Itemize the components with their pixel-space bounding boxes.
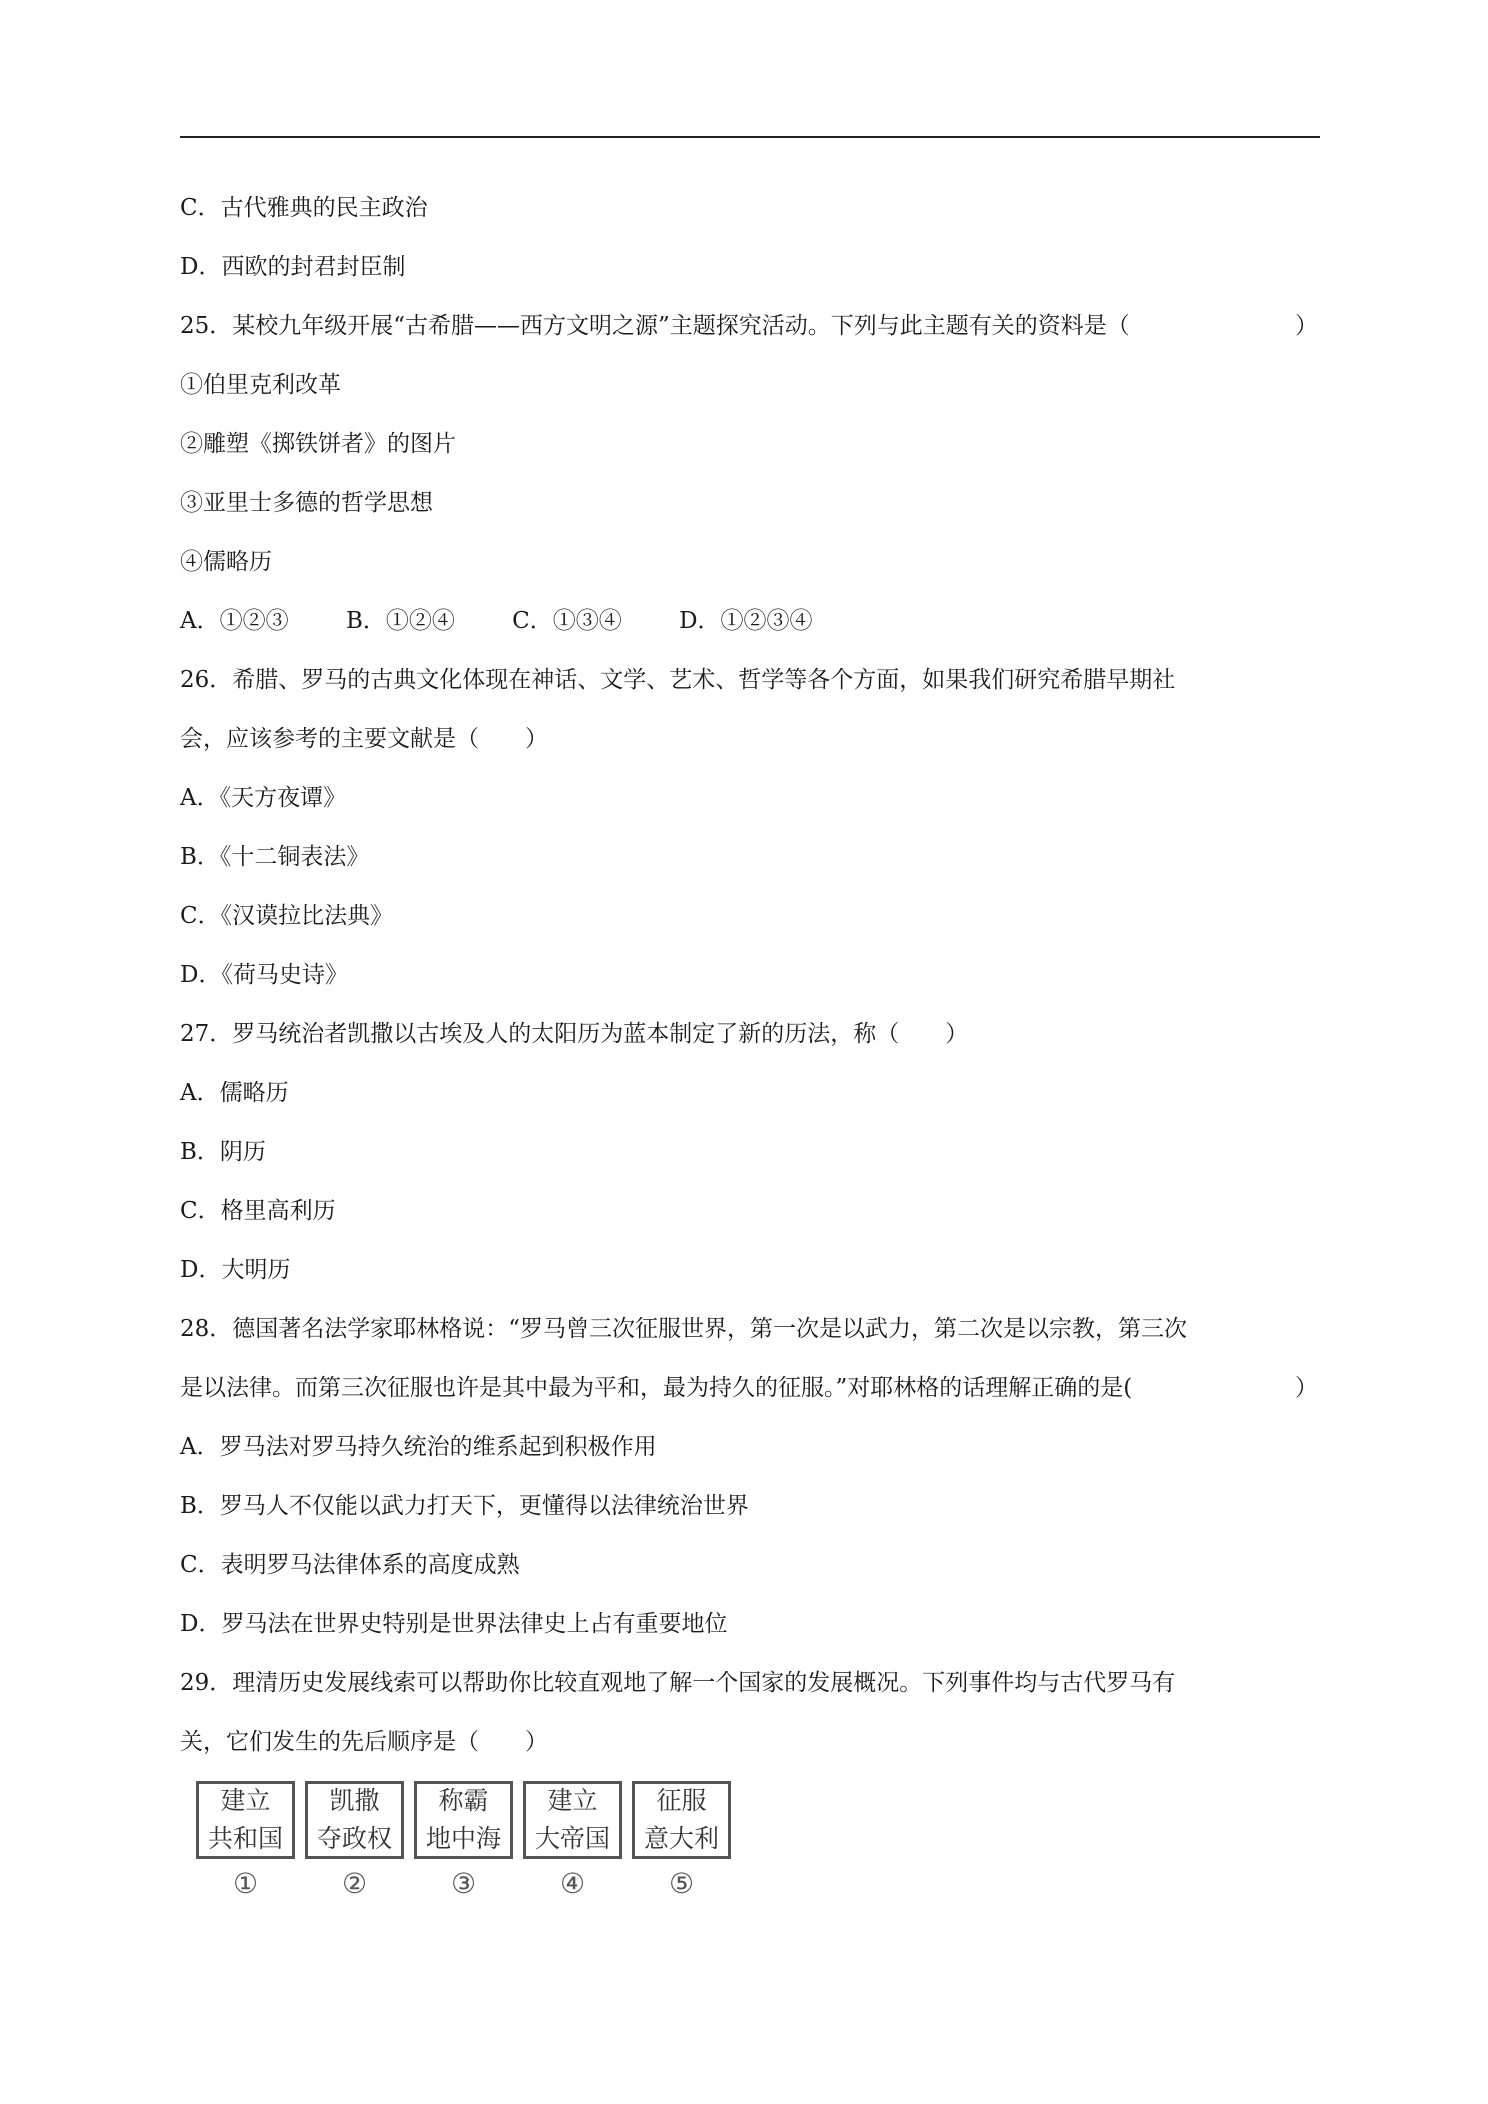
timeline-box-3 (414, 1781, 513, 1859)
timeline-box-2-line-2: 夺政权 (316, 1824, 392, 1853)
option-c-26: C．《汉谟拉比法典》 (180, 903, 394, 929)
option-d-27: D．大明历 (180, 1257, 291, 1283)
question-28-line-1: 28．德国著名法学家耶林格说：“罗马曾三次征服世界，第一次是以武力，第二次是以宗教，第三次 (180, 1316, 1188, 1342)
timeline-box-3-line-2: 地中海 (425, 1824, 501, 1853)
statement-4: ④儒略历 (180, 549, 272, 575)
option-c-25: C．①③④ (512, 608, 622, 634)
option-d-25: D．①②③④ (679, 608, 813, 634)
timeline-number-4: ④ (559, 1867, 586, 1900)
question-25 (180, 306, 1320, 365)
timeline-box-4-line-1: 建立 (547, 1786, 598, 1815)
timeline-box-5-line-1: 征服 (656, 1786, 707, 1815)
question-28-line-2-text: 是以法律。而第三次征服也许是其中最为平和，最为持久的征服。”对耶林格的话理解正确的是( (180, 1375, 1133, 1401)
timeline-number-3: ③ (450, 1867, 477, 1900)
timeline-box-3-line-1: 称霸 (438, 1786, 489, 1815)
timeline-box-4 (523, 1781, 622, 1859)
statement-2: ②雕塑《掷铁饼者》的图片 (180, 431, 456, 457)
options-25 (180, 601, 1320, 660)
option-b-27: B．阴历 (180, 1139, 266, 1165)
option-d-24: D．西欧的封君封臣制 (180, 254, 406, 280)
timeline-numbers (196, 1867, 1320, 1900)
question-28-paren: ） (1295, 1375, 1318, 1401)
option-a-26: A．《天方夜谭》 (180, 785, 347, 811)
question-26-line-1: 26．希腊、罗马的古典文化体现在神话、文学、艺术、哲学等各个方面，如果我们研究希腊早期社 (180, 667, 1176, 693)
question-25-text: 25．某校九年级开展“古希腊——西方文明之源”主题探究活动。下列与此主题有关的资料是（ (180, 313, 1130, 339)
timeline-box-5 (632, 1781, 731, 1859)
timeline-figure (196, 1781, 1320, 1900)
question-29-line-2: 关，它们发生的先后顺序是（ ） (180, 1729, 548, 1755)
timeline-box-5-line-2: 意大利 (643, 1824, 719, 1853)
option-d-26: D．《荷马史诗》 (180, 962, 348, 988)
option-b-25: B．①②④ (345, 608, 455, 634)
option-b-26: B．《十二铜表法》 (180, 844, 370, 870)
exam-content (180, 188, 1320, 1900)
question-29-line-1: 29．理清历史发展线索可以帮助你比较直观地了解一个国家的发展概况。下列事件均与古代罗马有 (180, 1670, 1176, 1696)
option-a-27: A．儒略历 (180, 1080, 289, 1106)
option-b-28: B．罗马人不仅能以武力打天下，更懂得以法律统治世界 (180, 1493, 749, 1519)
timeline-number-2: ② (341, 1867, 368, 1900)
question-26-line-2: 会，应该参考的主要文献是（ ） (180, 726, 548, 752)
header-rule (180, 136, 1320, 138)
option-a-25: A．①②③ (180, 608, 289, 634)
option-a-28: A．罗马法对罗马持久统治的维系起到积极作用 (180, 1434, 657, 1460)
timeline-box-1-line-2: 共和国 (207, 1824, 283, 1853)
timeline-box-4-line-2: 大帝国 (534, 1824, 610, 1853)
timeline-number-1: ① (232, 1867, 259, 1900)
timeline-boxes (196, 1781, 1320, 1859)
timeline-box-1 (196, 1781, 295, 1859)
option-d-28: D．罗马法在世界史特别是世界法律史上占有重要地位 (180, 1611, 728, 1637)
question-28-line-2 (180, 1368, 1320, 1427)
timeline-box-1-line-1: 建立 (220, 1786, 271, 1815)
question-27: 27．罗马统治者凯撒以古埃及人的太阳历为蓝本制定了新的历法，称（ ） (180, 1021, 969, 1047)
option-c-28: C．表明罗马法律体系的高度成熟 (180, 1552, 520, 1578)
timeline-box-2 (305, 1781, 404, 1859)
timeline-box-2-line-1: 凯撒 (329, 1786, 380, 1815)
option-c-24: C．古代雅典的民主政治 (180, 195, 428, 221)
question-25-paren: ） (1295, 313, 1318, 339)
option-c-27: C．格里高利历 (180, 1198, 336, 1224)
timeline-number-5: ⑤ (668, 1867, 695, 1900)
statement-1: ①伯里克利改革 (180, 372, 341, 398)
statement-3: ③亚里士多德的哲学思想 (180, 490, 433, 516)
